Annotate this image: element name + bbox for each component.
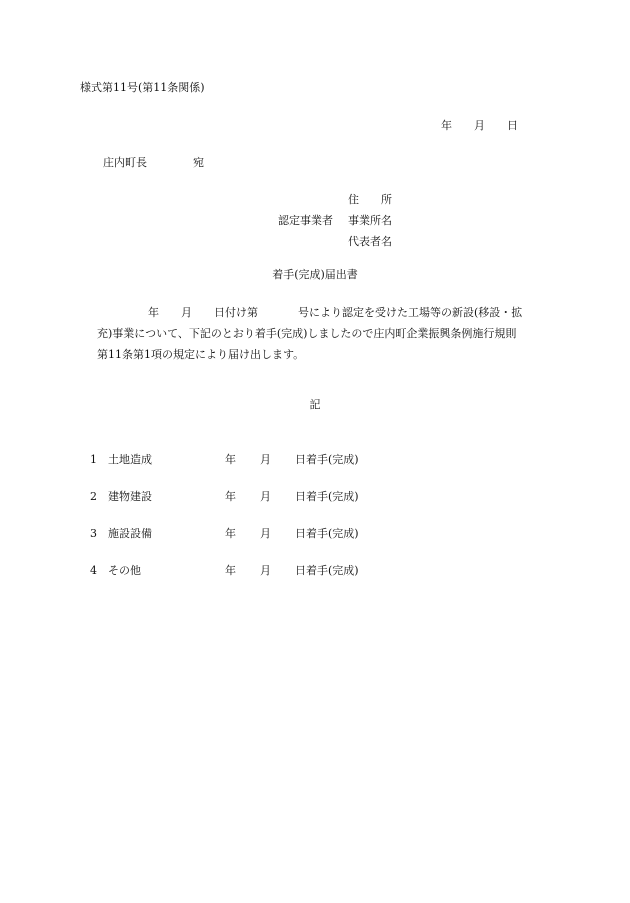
body-month: 月 — [181, 306, 192, 319]
item-label: 建物建設 — [108, 490, 152, 503]
body-day-prefix: 日付け第 — [214, 306, 258, 319]
date-year-label: 年 — [441, 119, 452, 132]
document-title: 着手(完成)届出書 — [272, 268, 358, 281]
item-day: 日着手(完成) — [295, 564, 359, 577]
address-char-2: 所 — [381, 193, 392, 206]
recipient-name: 庄内町長 — [103, 156, 147, 169]
recipient-suffix: 宛 — [193, 156, 204, 169]
applicant-address-row — [278, 193, 410, 214]
list-item — [90, 490, 415, 527]
item-label: 施設設備 — [108, 527, 152, 540]
item-label: その他 — [108, 564, 141, 577]
item-number: 1 — [90, 453, 97, 466]
item-month: 月 — [260, 453, 271, 466]
applicant-block — [278, 193, 410, 256]
item-year: 年 — [225, 527, 236, 540]
address-label — [348, 193, 410, 214]
form-number: 様式第11号(第11条関係) — [80, 81, 205, 94]
ki-heading: 記 — [309, 398, 321, 411]
item-month: 月 — [260, 564, 271, 577]
list-item — [90, 564, 415, 601]
date-month-label: 月 — [474, 119, 485, 132]
list-item — [90, 453, 415, 490]
item-day: 日着手(完成) — [295, 453, 359, 466]
item-month: 月 — [260, 490, 271, 503]
date-day-label: 日 — [507, 119, 518, 132]
item-number: 3 — [90, 527, 97, 540]
item-day: 日着手(完成) — [295, 527, 359, 540]
body-line-1 — [97, 302, 549, 323]
recipient — [103, 156, 204, 170]
item-year: 年 — [225, 564, 236, 577]
applicant-office-row — [278, 214, 410, 235]
body-line-3: 第11条第1項の規定により届け出します。 — [97, 348, 305, 361]
item-number: 4 — [90, 564, 97, 577]
list-item — [90, 527, 415, 564]
applicant-role: 認定事業者 — [278, 214, 333, 227]
office-name-label: 事業所名 — [348, 214, 392, 227]
body-text — [97, 302, 549, 365]
date-line — [441, 119, 518, 133]
item-year: 年 — [225, 490, 236, 503]
item-label: 土地造成 — [108, 453, 152, 466]
applicant-representative-row — [278, 235, 410, 256]
body-line-1-rest: 号により認定を受けた工場等の新設(移設・拡 — [298, 306, 523, 319]
body-year: 年 — [148, 306, 159, 319]
item-year: 年 — [225, 453, 236, 466]
representative-label: 代表者名 — [348, 235, 392, 248]
item-month: 月 — [260, 527, 271, 540]
body-line-2: 充)事業について、下記のとおり着手(完成)しましたので庄内町企業振興条例施行規則 — [97, 327, 517, 340]
item-list — [90, 453, 415, 601]
address-char-1: 住 — [348, 193, 359, 206]
item-number: 2 — [90, 490, 97, 503]
item-day: 日着手(完成) — [295, 490, 359, 503]
